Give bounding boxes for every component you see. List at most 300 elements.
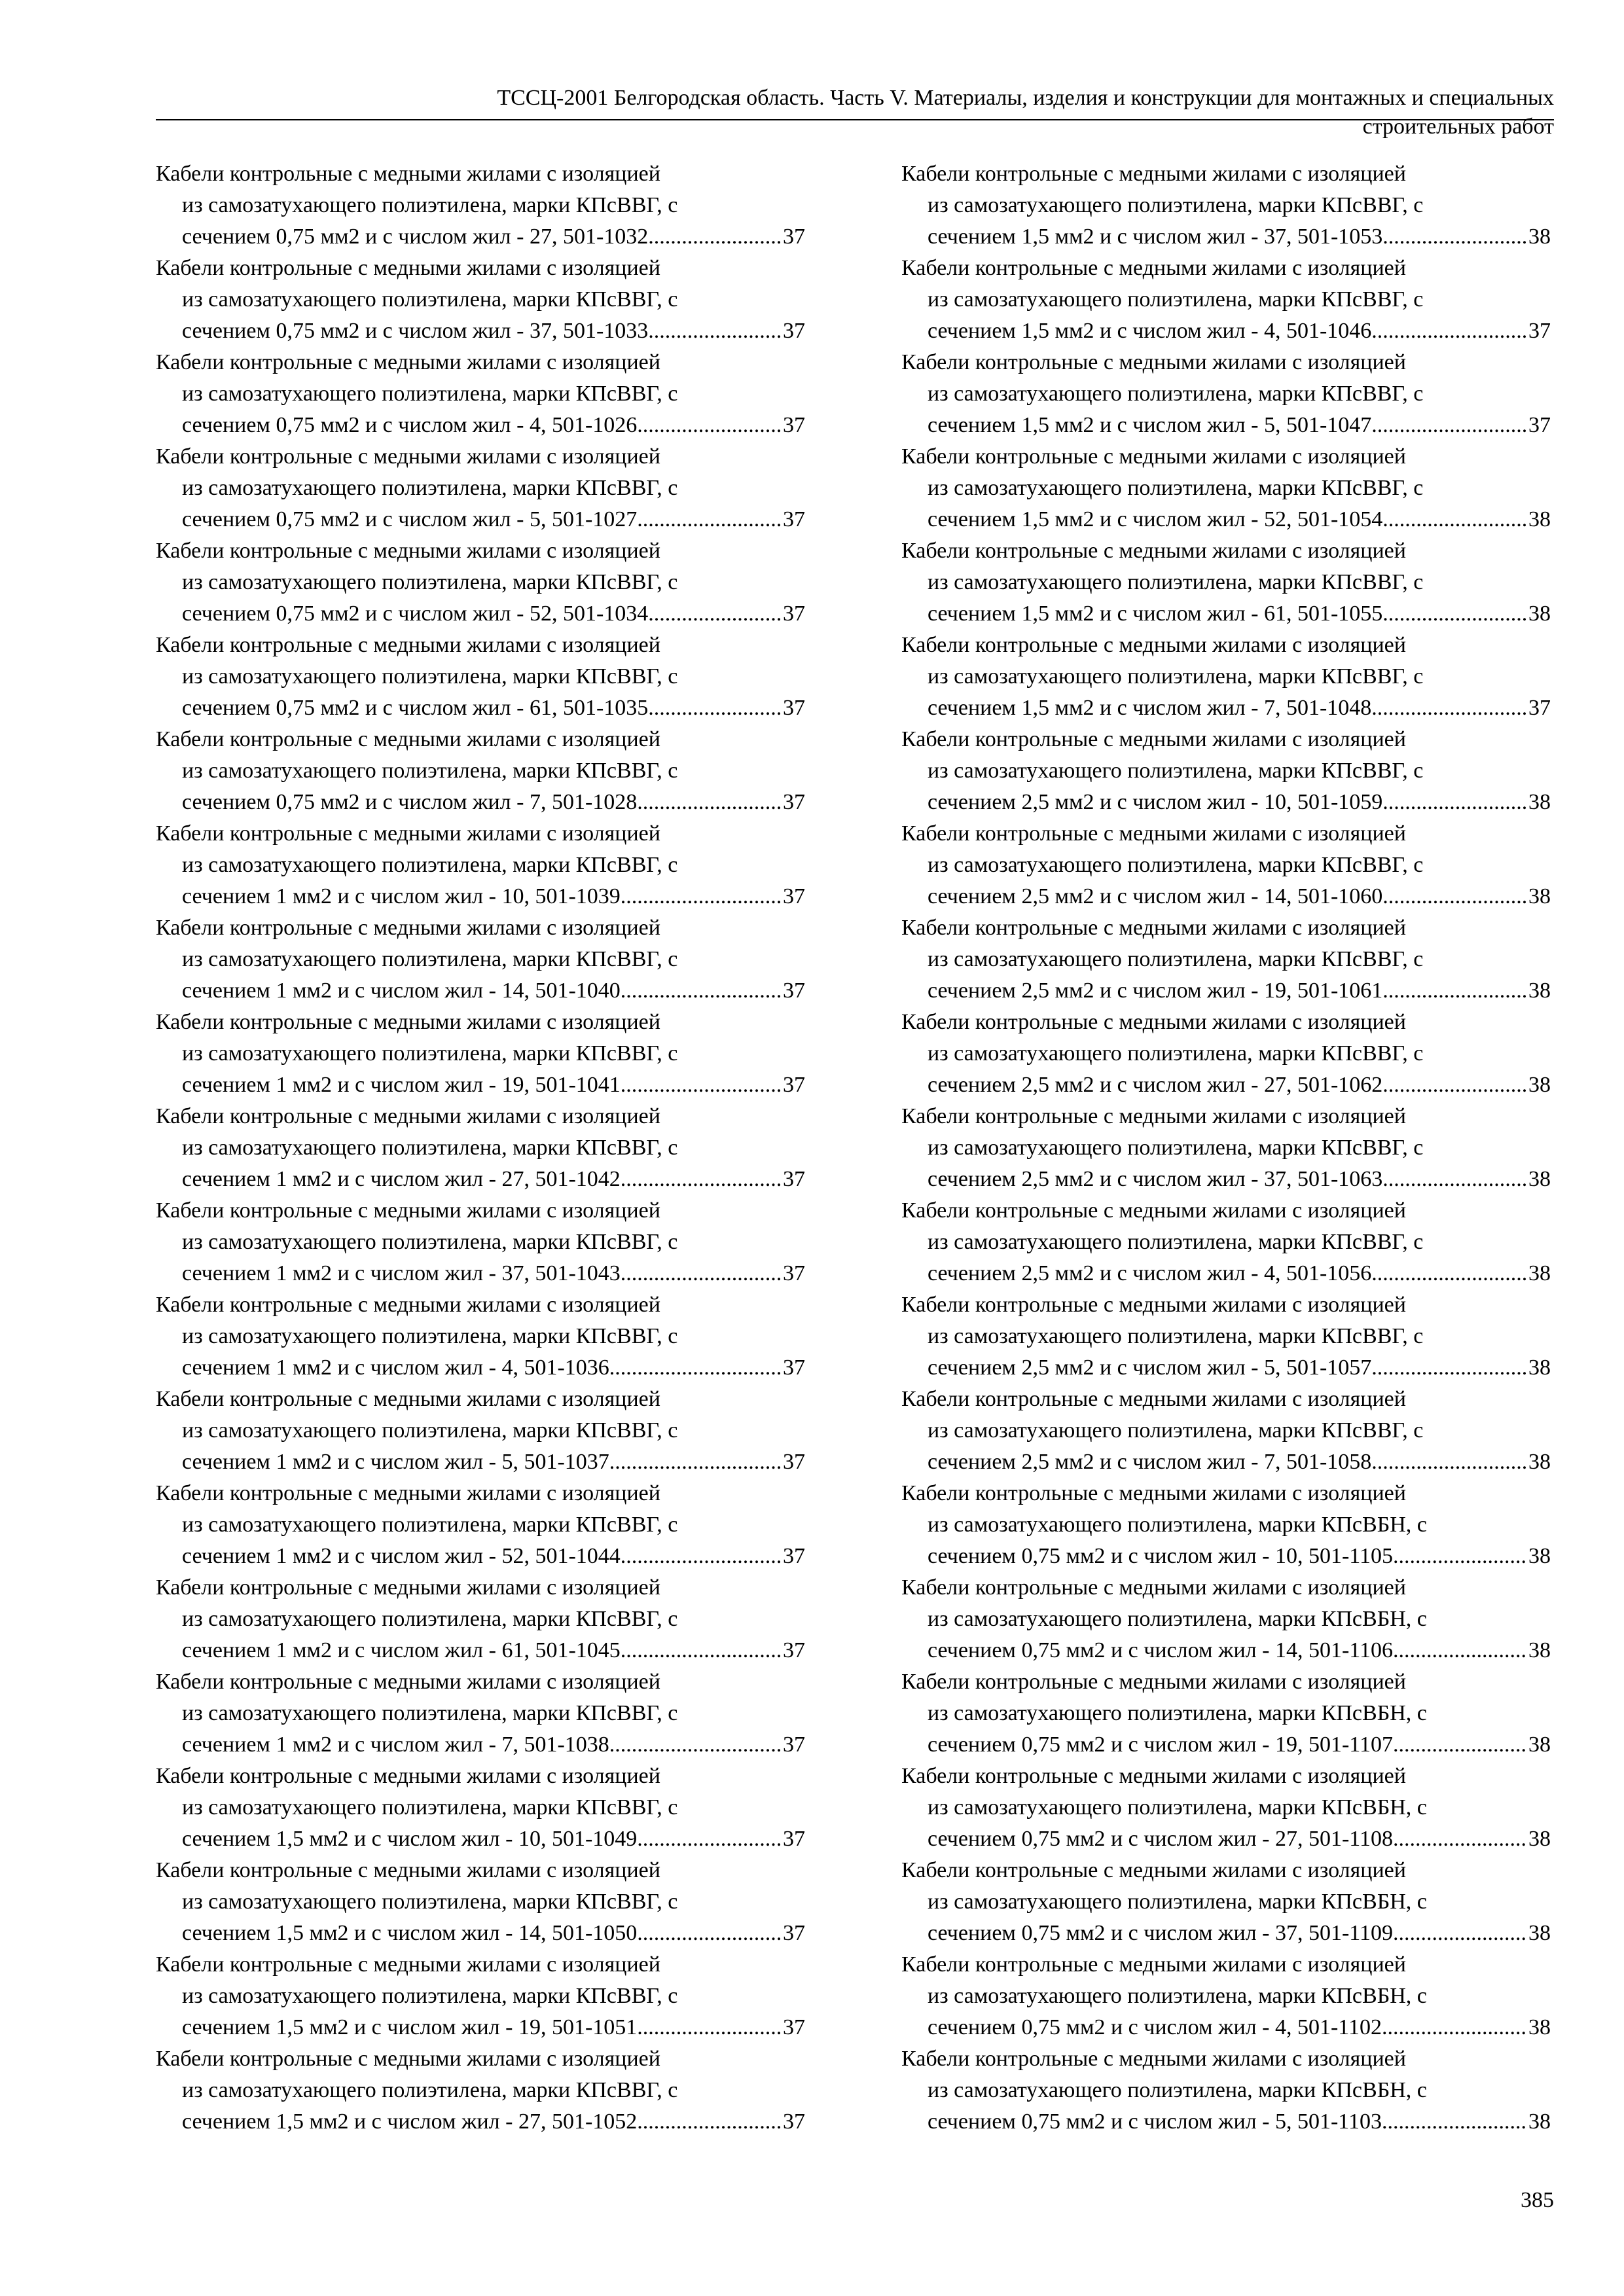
entry-line-3 (901, 2106, 1551, 2138)
entry-line-1: Кабели контрольные с медными жилами с изоляцией (901, 916, 1406, 940)
entry-page-ref: 38 (1528, 884, 1551, 908)
entry-page-ref: 37 (783, 507, 805, 531)
entry-line-1: Кабели контрольные с медными жилами с изоляцией (901, 1198, 1406, 1223)
entry-line-3 (901, 1164, 1551, 1195)
entry-line-1: Кабели контрольные с медными жилами с изоляцией (156, 162, 660, 186)
entry-spec: сечением 0,75 мм2 и с числом жил - 4, 501-1102 (928, 2015, 1382, 2039)
entry-page-ref: 37 (783, 1261, 805, 1285)
index-entry (901, 2043, 1551, 2138)
dot-leader (1382, 881, 1526, 912)
entry-line-3 (901, 1918, 1551, 1949)
entry-page-ref: 37 (783, 1167, 805, 1191)
entry-line-1: Кабели контрольные с медными жилами с изоляцией (901, 350, 1406, 374)
entry-line-2: из самозатухающего полиэтилена, марки КПсВВГ, с (182, 1230, 678, 1254)
entry-page-ref: 37 (783, 2109, 805, 2134)
page-number: 385 (1521, 2188, 1554, 2212)
index-entry (901, 1289, 1551, 1384)
entry-line-1: Кабели контрольные с медными жилами с изоляцией (156, 916, 660, 940)
entry-page-ref: 37 (783, 319, 805, 343)
entry-line-1: Кабели контрольные с медными жилами с изоляцией (901, 1387, 1406, 1411)
entry-page-ref: 38 (1528, 1638, 1551, 1662)
entry-page-ref: 38 (1528, 1355, 1551, 1380)
entry-spec: сечением 2,5 мм2 и с числом жил - 7, 501-1058 (928, 1450, 1372, 1474)
entry-line-3 (156, 315, 805, 347)
entry-page-ref: 37 (783, 978, 805, 1003)
index-entry (901, 630, 1551, 724)
entry-spec: сечением 0,75 мм2 и с числом жил - 19, 501-1107 (928, 1732, 1394, 1757)
entry-page-ref: 37 (1528, 413, 1551, 437)
index-entry (156, 912, 805, 1007)
dot-leader (637, 2106, 780, 2138)
entry-line-3 (901, 692, 1551, 724)
entry-line-3 (156, 1823, 805, 1855)
entry-line-3 (156, 1729, 805, 1761)
entry-spec: сечением 1 мм2 и с числом жил - 10, 501-1039 (182, 884, 621, 908)
entry-spec: сечением 1,5 мм2 и с числом жил - 52, 501-1054 (928, 507, 1383, 531)
index-entry (156, 1289, 805, 1384)
entry-spec: сечением 2,5 мм2 и с числом жил - 27, 501-1062 (928, 1073, 1383, 1097)
entry-line-1: Кабели контрольные с медными жилами с изоляцией (156, 1670, 660, 1694)
entry-page-ref: 37 (783, 696, 805, 720)
entry-line-2: из самозатухающего полиэтилена, марки КПсВБН, с (928, 1984, 1427, 2008)
entry-line-1: Кабели контрольные с медными жилами с изоляцией (901, 633, 1406, 657)
entry-page-ref: 37 (783, 1073, 805, 1097)
entry-line-3 (156, 692, 805, 724)
entry-spec: сечением 1 мм2 и с числом жил - 52, 501-1044 (182, 1544, 621, 1568)
entry-line-2: из самозатухающего полиэтилена, марки КПсВВГ, с (182, 1890, 678, 1914)
entry-line-3 (156, 1918, 805, 1949)
entry-spec: сечением 2,5 мм2 и с числом жил - 4, 501-1056 (928, 1261, 1372, 1285)
entry-line-3 (156, 2012, 805, 2043)
entry-page-ref: 37 (783, 1638, 805, 1662)
index-entry (901, 347, 1551, 441)
index-entry (156, 818, 805, 912)
dot-leader (1371, 1258, 1526, 1289)
entry-spec: сечением 0,75 мм2 и с числом жил - 10, 501-1105 (928, 1544, 1394, 1568)
index-entry (901, 1572, 1551, 1666)
entry-page-ref: 38 (1528, 601, 1551, 626)
entry-spec: сечением 1,5 мм2 и с числом жил - 61, 501-1055 (928, 601, 1383, 626)
entry-line-1: Кабели контрольные с медными жилами с изоляцией (156, 1198, 660, 1223)
entry-line-2: из самозатухающего полиэтилена, марки КПсВВГ, с (182, 853, 678, 877)
entry-line-3 (901, 1352, 1551, 1384)
index-entry (156, 158, 805, 253)
entry-line-1: Кабели контрольные с медными жилами с изоляцией (901, 2047, 1406, 2071)
entry-line-1: Кабели контрольные с медными жилами с изоляцией (156, 821, 660, 846)
entry-line-2: из самозатухающего полиэтилена, марки КПсВВГ, с (182, 1795, 678, 1820)
entry-spec: сечением 0,75 мм2 и с числом жил - 37, 501-1033 (182, 319, 649, 343)
entry-page-ref: 38 (1528, 507, 1551, 531)
entry-line-2: из самозатухающего полиэтилена, марки КПсВВГ, с (928, 476, 1424, 500)
dot-leader (621, 881, 780, 912)
index-entry (156, 1101, 805, 1195)
entry-line-3 (156, 1446, 805, 1478)
entry-line-1: Кабели контрольные с медными жилами с изоляцией (156, 633, 660, 657)
entry-spec: сечением 2,5 мм2 и с числом жил - 10, 501-1059 (928, 790, 1383, 814)
dot-leader (1382, 975, 1526, 1007)
index-entry (901, 818, 1551, 912)
dot-leader (1382, 787, 1526, 818)
index-entry (156, 1761, 805, 1855)
dot-leader (609, 1729, 780, 1761)
entry-line-2: из самозатухающего полиэтилена, марки КПсВВГ, с (928, 287, 1424, 312)
index-entry (901, 724, 1551, 818)
entry-line-2: из самозатухающего полиэтилена, марки КПсВВГ, с (182, 759, 678, 783)
entry-page-ref: 38 (1528, 1450, 1551, 1474)
entry-line-1: Кабели контрольные с медными жилами с изоляцией (156, 1293, 660, 1317)
dot-leader (1371, 1446, 1526, 1478)
entry-page-ref: 38 (1528, 978, 1551, 1003)
entry-page-ref: 37 (783, 1732, 805, 1757)
entry-line-1: Кабели контрольные с медными жилами с изоляцией (901, 727, 1406, 751)
entry-line-3 (156, 410, 805, 441)
entry-line-2: из самозатухающего полиэтилена, марки КПсВВГ, с (182, 947, 678, 971)
entry-line-3 (901, 975, 1551, 1007)
entry-line-3 (156, 1352, 805, 1384)
entry-line-3 (156, 221, 805, 253)
entry-line-2: из самозатухающего полиэтилена, марки КПсВБН, с (928, 1607, 1427, 1631)
entry-page-ref: 38 (1528, 1073, 1551, 1097)
entry-spec: сечением 1 мм2 и с числом жил - 61, 501-1045 (182, 1638, 621, 1662)
entry-line-1: Кабели контрольные с медными жилами с изоляцией (901, 1952, 1406, 1977)
entry-line-1: Кабели контрольные с медными жилами с изоляцией (901, 821, 1406, 846)
index-entry (156, 253, 805, 347)
entry-spec: сечением 1 мм2 и с числом жил - 27, 501-1042 (182, 1167, 621, 1191)
dot-leader (621, 1164, 780, 1195)
running-header (156, 84, 1554, 141)
header-line-1: ТССЦ-2001 Белгородская область. Часть V. Материалы, изделия и конструкции для монтажных и специальных (497, 86, 1554, 110)
index-entry (156, 1666, 805, 1761)
entry-page-ref: 37 (783, 884, 805, 908)
entry-page-ref: 37 (1528, 696, 1551, 720)
entry-line-1: Кабели контрольные с медными жилами с изоляцией (156, 444, 660, 469)
index-entry (901, 441, 1551, 535)
dot-leader (621, 975, 780, 1007)
entry-line-2: из самозатухающего полиэтилена, марки КПсВВГ, с (182, 287, 678, 312)
entry-line-3 (901, 1541, 1551, 1572)
entry-spec: сечением 0,75 мм2 и с числом жил - 37, 501-1109 (928, 1921, 1394, 1945)
entry-spec: сечением 0,75 мм2 и с числом жил - 5, 501-1027 (182, 507, 638, 531)
entry-line-2: из самозатухающего полиэтилена, марки КПсВВГ, с (928, 193, 1424, 217)
entry-page-ref: 37 (783, 2015, 805, 2039)
dot-leader (1382, 598, 1526, 630)
entry-line-1: Кабели контрольные с медными жилами с изоляцией (901, 1010, 1406, 1034)
index-entry (901, 1666, 1551, 1761)
entry-line-2: из самозатухающего полиэтилена, марки КПсВВГ, с (182, 1041, 678, 1066)
header-line-2: строительных работ (1362, 115, 1554, 139)
entry-line-2: из самозатухающего полиэтилена, марки КПсВВГ, с (182, 193, 678, 217)
entry-spec: сечением 0,75 мм2 и с числом жил - 52, 501-1034 (182, 601, 649, 626)
entry-line-2: из самозатухающего полиэтилена, марки КПсВВГ, с (928, 1041, 1424, 1066)
entry-line-1: Кабели контрольные с медными жилами с изоляцией (901, 1104, 1406, 1128)
entry-line-3 (901, 1069, 1551, 1101)
index-entry (901, 1384, 1551, 1478)
entry-line-1: Кабели контрольные с медными жилами с изоляцией (901, 1293, 1406, 1317)
entry-line-3 (901, 410, 1551, 441)
dot-leader (609, 1352, 780, 1384)
dot-leader (1382, 1164, 1526, 1195)
entry-spec: сечением 1,5 мм2 и с числом жил - 4, 501-1046 (928, 319, 1372, 343)
entry-line-2: из самозатухающего полиэтилена, марки КПсВБН, с (928, 1795, 1427, 1820)
index-column-right (901, 158, 1551, 2138)
entry-page-ref: 37 (783, 601, 805, 626)
dot-leader (1382, 504, 1526, 535)
entry-line-2: из самозатухающего полиэтилена, марки КПсВВГ, с (182, 382, 678, 406)
entry-spec: сечением 1,5 мм2 и с числом жил - 7, 501-1048 (928, 696, 1372, 720)
dot-leader (621, 1541, 780, 1572)
entry-page-ref: 37 (783, 1450, 805, 1474)
dot-leader (1371, 410, 1526, 441)
entry-line-1: Кабели контрольные с медными жилами с изоляцией (901, 1481, 1406, 1505)
index-entry (901, 912, 1551, 1007)
entry-line-2: из самозатухающего полиэтилена, марки КПсВВГ, с (928, 759, 1424, 783)
dot-leader (1393, 1541, 1526, 1572)
entry-line-2: из самозатухающего полиэтилена, марки КПсВВГ, с (182, 1418, 678, 1443)
index-entry (901, 1101, 1551, 1195)
entry-line-3 (156, 1541, 805, 1572)
entry-line-2: из самозатухающего полиэтилена, марки КПсВВГ, с (928, 570, 1424, 594)
entry-line-2: из самозатухающего полиэтилена, марки КПсВВГ, с (182, 1701, 678, 1725)
dot-leader (609, 1446, 780, 1478)
entry-page-ref: 38 (1528, 2015, 1551, 2039)
entry-page-ref: 38 (1528, 790, 1551, 814)
index-entry (901, 158, 1551, 253)
dot-leader (637, 410, 780, 441)
entry-line-2: из самозатухающего полиэтилена, марки КПсВВГ, с (182, 1607, 678, 1631)
entry-page-ref: 38 (1528, 1827, 1551, 1851)
index-entry (901, 1855, 1551, 1949)
entry-spec: сечением 1 мм2 и с числом жил - 14, 501-1040 (182, 978, 621, 1003)
entry-line-3 (156, 1069, 805, 1101)
entry-line-2: из самозатухающего полиэтилена, марки КПсВВГ, с (928, 853, 1424, 877)
index-entry (156, 441, 805, 535)
entry-page-ref: 37 (783, 1355, 805, 1380)
dot-leader (637, 787, 780, 818)
entry-line-2: из самозатухающего полиэтилена, марки КПсВВГ, с (182, 2078, 678, 2102)
entry-spec: сечением 2,5 мм2 и с числом жил - 14, 501-1060 (928, 884, 1383, 908)
entry-line-3 (901, 1258, 1551, 1289)
entry-line-1: Кабели контрольные с медными жилами с изоляцией (901, 1764, 1406, 1788)
entry-line-3 (901, 504, 1551, 535)
index-entry (901, 253, 1551, 347)
entry-page-ref: 38 (1528, 1921, 1551, 1945)
entry-page-ref: 38 (1528, 1261, 1551, 1285)
index-entry (156, 1572, 805, 1666)
entry-line-2: из самозатухающего полиэтилена, марки КПсВВГ, с (182, 570, 678, 594)
entry-spec: сечением 1,5 мм2 и с числом жил - 19, 501-1051 (182, 2015, 638, 2039)
entry-line-3 (156, 598, 805, 630)
entry-line-1: Кабели контрольные с медными жилами с изоляцией (156, 1104, 660, 1128)
entry-line-1: Кабели контрольные с медными жилами с изоляцией (156, 1010, 660, 1034)
index-entry (901, 535, 1551, 630)
index-entry (156, 535, 805, 630)
entry-page-ref: 38 (1528, 1167, 1551, 1191)
dot-leader (648, 315, 780, 347)
index-entry (901, 1949, 1551, 2043)
dot-leader (1393, 1635, 1526, 1666)
entry-spec: сечением 0,75 мм2 и с числом жил - 14, 501-1106 (928, 1638, 1394, 1662)
entry-page-ref: 37 (783, 790, 805, 814)
entry-page-ref: 37 (783, 1827, 805, 1851)
entry-spec: сечением 1 мм2 и с числом жил - 37, 501-1043 (182, 1261, 621, 1285)
entry-page-ref: 37 (783, 1921, 805, 1945)
entry-line-2: из самозатухающего полиэтилена, марки КПсВБН, с (928, 1701, 1427, 1725)
dot-leader (1382, 2012, 1526, 2043)
entry-spec: сечением 1,5 мм2 и с числом жил - 5, 501-1047 (928, 413, 1372, 437)
entry-line-3 (156, 1635, 805, 1666)
entry-line-1: Кабели контрольные с медными жилами с изоляцией (156, 350, 660, 374)
entry-line-1: Кабели контрольные с медными жилами с изоляцией (156, 539, 660, 563)
entry-spec: сечением 1,5 мм2 и с числом жил - 10, 501-1049 (182, 1827, 638, 1851)
entry-line-1: Кабели контрольные с медными жилами с изоляцией (156, 1764, 660, 1788)
entry-line-1: Кабели контрольные с медными жилами с изоляцией (901, 1858, 1406, 1882)
index-entry (156, 1478, 805, 1572)
index-entry (901, 1761, 1551, 1855)
index-entry (156, 1949, 805, 2043)
entry-line-1: Кабели контрольные с медными жилами с изоляцией (901, 539, 1406, 563)
entry-spec: сечением 1,5 мм2 и с числом жил - 14, 501-1050 (182, 1921, 638, 1945)
dot-leader (1382, 221, 1526, 253)
entry-page-ref: 37 (783, 413, 805, 437)
entry-page-ref: 38 (1528, 1732, 1551, 1757)
entry-line-1: Кабели контрольные с медными жилами с изоляцией (901, 1670, 1406, 1694)
dot-leader (621, 1635, 780, 1666)
dot-leader (637, 504, 780, 535)
entry-spec: сечением 0,75 мм2 и с числом жил - 27, 501-1108 (928, 1827, 1394, 1851)
entry-line-1: Кабели контрольные с медными жилами с изоляцией (901, 444, 1406, 469)
index-entry (156, 347, 805, 441)
index-entry (156, 1384, 805, 1478)
entry-line-1: Кабели контрольные с медными жилами с изоляцией (901, 162, 1406, 186)
entry-line-3 (156, 881, 805, 912)
entry-line-3 (901, 2012, 1551, 2043)
entry-line-3 (156, 1164, 805, 1195)
entry-line-2: из самозатухающего полиэтилена, марки КПсВВГ, с (928, 1136, 1424, 1160)
dot-leader (648, 221, 780, 253)
dot-leader (1393, 1823, 1526, 1855)
entry-line-3 (901, 1635, 1551, 1666)
index-column-left (156, 158, 805, 2138)
entry-line-2: из самозатухающего полиэтилена, марки КПсВВГ, с (182, 1984, 678, 2008)
entry-page-ref: 37 (783, 224, 805, 249)
dot-leader (1393, 1918, 1526, 1949)
index-entry (156, 724, 805, 818)
entry-line-3 (156, 787, 805, 818)
entry-line-2: из самозатухающего полиэтилена, марки КПсВБН, с (928, 2078, 1427, 2102)
entry-line-1: Кабели контрольные с медными жилами с изоляцией (156, 2047, 660, 2071)
entry-line-2: из самозатухающего полиэтилена, марки КПсВБН, с (928, 1890, 1427, 1914)
entry-line-2: из самозатухающего полиэтилена, марки КПсВБН, с (928, 1513, 1427, 1537)
entry-line-3 (901, 598, 1551, 630)
dot-leader (1393, 1729, 1526, 1761)
index-entry (901, 1195, 1551, 1289)
entry-spec: сечением 0,75 мм2 и с числом жил - 61, 501-1035 (182, 696, 649, 720)
entry-line-2: из самозатухающего полиэтилена, марки КПсВВГ, с (182, 476, 678, 500)
entry-line-1: Кабели контрольные с медными жилами с изоляцией (156, 1387, 660, 1411)
entry-page-ref: 37 (1528, 319, 1551, 343)
entry-spec: сечением 0,75 мм2 и с числом жил - 5, 501-1103 (928, 2109, 1382, 2134)
entry-spec: сечением 1,5 мм2 и с числом жил - 27, 501-1052 (182, 2109, 638, 2134)
index-entry (901, 1478, 1551, 1572)
entry-line-2: из самозатухающего полиэтилена, марки КПсВВГ, с (928, 382, 1424, 406)
entry-line-3 (901, 1823, 1551, 1855)
entry-line-3 (901, 787, 1551, 818)
header-rule (156, 119, 1554, 120)
entry-line-3 (156, 2106, 805, 2138)
entry-line-1: Кабели контрольные с медными жилами с изоляцией (156, 727, 660, 751)
dot-leader (1371, 1352, 1526, 1384)
dot-leader (1371, 692, 1526, 724)
entry-spec: сечением 0,75 мм2 и с числом жил - 27, 501-1032 (182, 224, 649, 249)
dot-leader (637, 2012, 780, 2043)
index-entry (901, 1007, 1551, 1101)
entry-line-2: из самозатухающего полиэтилена, марки КПсВВГ, с (928, 1230, 1424, 1254)
entry-spec: сечением 2,5 мм2 и с числом жил - 5, 501-1057 (928, 1355, 1372, 1380)
entry-line-2: из самозатухающего полиэтилена, марки КПсВВГ, с (182, 1513, 678, 1537)
entry-line-1: Кабели контрольные с медными жилами с изоляцией (156, 256, 660, 280)
index-entry (156, 1195, 805, 1289)
entry-spec: сечением 1 мм2 и с числом жил - 5, 501-1037 (182, 1450, 609, 1474)
entry-page-ref: 38 (1528, 2109, 1551, 2134)
entry-page-ref: 38 (1528, 224, 1551, 249)
entry-line-1: Кабели контрольные с медными жилами с изоляцией (156, 1481, 660, 1505)
index-entry (156, 2043, 805, 2138)
index-entry (156, 1855, 805, 1949)
entry-spec: сечением 0,75 мм2 и с числом жил - 4, 501-1026 (182, 413, 638, 437)
entry-line-2: из самозатухающего полиэтилена, марки КПсВВГ, с (182, 1324, 678, 1348)
entry-line-2: из самозатухающего полиэтилена, марки КПсВВГ, с (182, 1136, 678, 1160)
dot-leader (648, 692, 780, 724)
entry-line-1: Кабели контрольные с медными жилами с изоляцией (901, 256, 1406, 280)
dot-leader (648, 598, 780, 630)
entry-spec: сечением 1 мм2 и с числом жил - 19, 501-1041 (182, 1073, 621, 1097)
entry-line-1: Кабели контрольные с медными жилами с изоляцией (156, 1858, 660, 1882)
entry-line-2: из самозатухающего полиэтилена, марки КПсВВГ, с (928, 947, 1424, 971)
index-entry (156, 1007, 805, 1101)
entry-line-2: из самозатухающего полиэтилена, марки КПсВВГ, с (182, 664, 678, 689)
entry-spec: сечением 2,5 мм2 и с числом жил - 19, 501-1061 (928, 978, 1383, 1003)
entry-line-2: из самозатухающего полиэтилена, марки КПсВВГ, с (928, 1418, 1424, 1443)
entry-page-ref: 37 (783, 1544, 805, 1568)
dot-leader (1382, 1069, 1526, 1101)
entry-line-3 (901, 315, 1551, 347)
dot-leader (637, 1918, 780, 1949)
index-entry (156, 630, 805, 724)
dot-leader (637, 1823, 780, 1855)
entry-line-1: Кабели контрольные с медными жилами с изоляцией (156, 1575, 660, 1600)
dot-leader (621, 1069, 780, 1101)
entry-spec: сечением 2,5 мм2 и с числом жил - 37, 501-1063 (928, 1167, 1383, 1191)
entry-line-3 (156, 975, 805, 1007)
entry-line-3 (901, 1446, 1551, 1478)
entry-line-3 (156, 1258, 805, 1289)
entry-line-3 (901, 1729, 1551, 1761)
entry-line-2: из самозатухающего полиэтилена, марки КПсВВГ, с (928, 1324, 1424, 1348)
dot-leader (1382, 2106, 1526, 2138)
entry-line-3 (901, 221, 1551, 253)
entry-line-2: из самозатухающего полиэтилена, марки КПсВВГ, с (928, 664, 1424, 689)
entry-spec: сечением 1,5 мм2 и с числом жил - 37, 501-1053 (928, 224, 1383, 249)
entry-spec: сечением 1 мм2 и с числом жил - 4, 501-1036 (182, 1355, 609, 1380)
entry-line-1: Кабели контрольные с медными жилами с изоляцией (156, 1952, 660, 1977)
entry-line-1: Кабели контрольные с медными жилами с изоляцией (901, 1575, 1406, 1600)
entry-line-3 (156, 504, 805, 535)
entry-page-ref: 38 (1528, 1544, 1551, 1568)
entry-spec: сечением 0,75 мм2 и с числом жил - 7, 501-1028 (182, 790, 638, 814)
entry-spec: сечением 1 мм2 и с числом жил - 7, 501-1038 (182, 1732, 609, 1757)
dot-leader (1371, 315, 1526, 347)
dot-leader (621, 1258, 780, 1289)
